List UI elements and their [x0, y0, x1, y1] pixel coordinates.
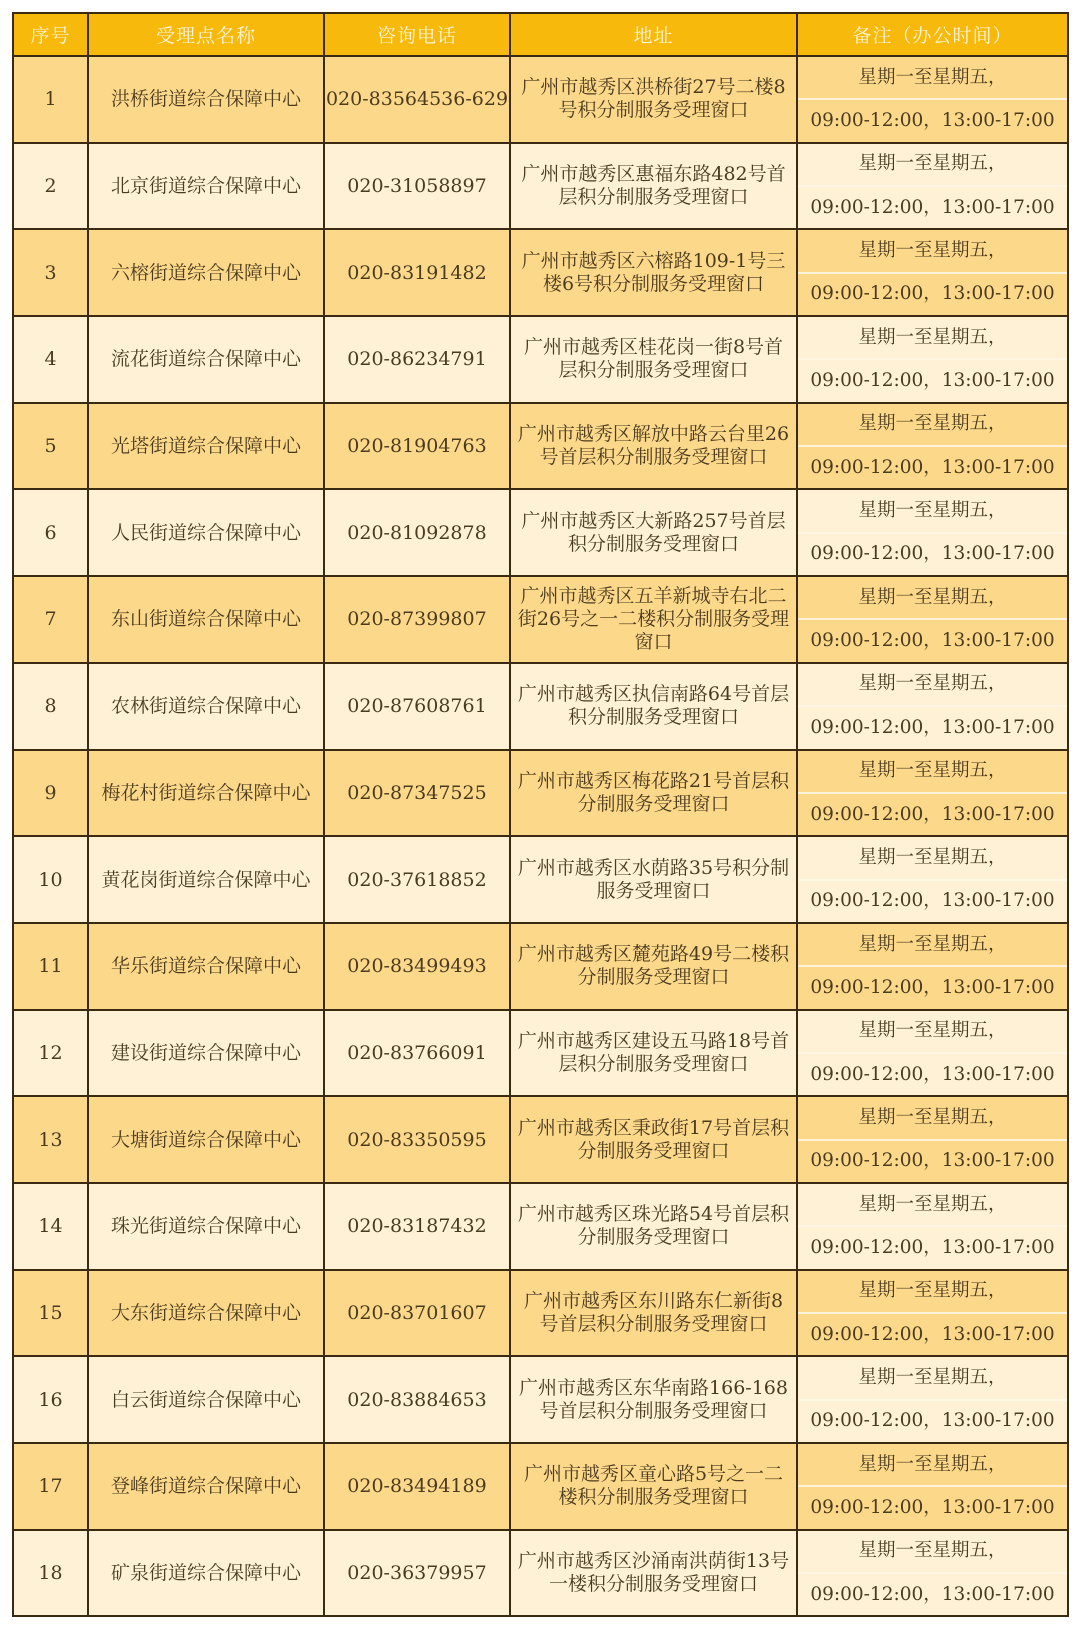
remarks-days: 星期一至星期五，	[798, 1531, 1067, 1574]
cell-address: 广州市越秀区珠光路54号首层积分制服务受理窗口	[510, 1183, 797, 1270]
remarks-hours: 09:00-12:00，13:00-17:00	[810, 196, 1055, 218]
cell-phone: 020-83191482	[324, 229, 510, 316]
remarks-days: 星期一至星期五，	[798, 837, 1067, 880]
remarks-days: 星期一至星期五，	[798, 144, 1067, 187]
remarks-days: 星期一至星期五，	[798, 751, 1067, 794]
cell-remarks	[797, 576, 1068, 663]
cell-name: 黄花岗街道综合保障中心	[88, 836, 324, 923]
remarks-hours: 09:00-12:00，13:00-17:00	[810, 716, 1055, 738]
cell-phone: 020-83499493	[324, 923, 510, 1010]
cell-address: 广州市越秀区秉政街17号首层积分制服务受理窗口	[510, 1096, 797, 1183]
cell-phone: 020-81904763	[324, 403, 510, 490]
cell-name: 六榕街道综合保障中心	[88, 229, 324, 316]
cell-name: 梅花村街道综合保障中心	[88, 750, 324, 837]
cell-address: 广州市越秀区洪桥街27号二楼8号积分制服务受理窗口	[510, 56, 797, 143]
cell-phone: 020-83701607	[324, 1270, 510, 1357]
remarks-hours: 09:00-12:00，13:00-17:00	[810, 543, 1055, 565]
cell-phone: 020-36379957	[324, 1530, 510, 1617]
cell-no: 3	[13, 229, 88, 316]
cell-name: 大东街道综合保障中心	[88, 1270, 324, 1357]
cell-no: 8	[13, 663, 88, 750]
remarks-hours: 09:00-12:00，13:00-17:00	[810, 110, 1055, 132]
cell-address: 广州市越秀区大新路257号首层积分制服务受理窗口	[510, 489, 797, 576]
table-row	[13, 229, 1068, 316]
remarks-hours: 09:00-12:00，13:00-17:00	[810, 283, 1055, 305]
cell-no: 4	[13, 316, 88, 403]
cell-phone: 020-87608761	[324, 663, 510, 750]
cell-remarks	[797, 663, 1068, 750]
cell-no: 11	[13, 923, 88, 1010]
cell-name: 光塔街道综合保障中心	[88, 403, 324, 490]
remarks-hours: 09:00-12:00，13:00-17:00	[810, 890, 1055, 912]
cell-name: 东山街道综合保障中心	[88, 576, 324, 663]
cell-address: 广州市越秀区梅花路21号首层积分制服务受理窗口	[510, 750, 797, 837]
cell-phone: 020-83766091	[324, 1010, 510, 1097]
cell-address: 广州市越秀区童心路5号之一二楼积分制服务受理窗口	[510, 1443, 797, 1530]
remarks-hours: 09:00-12:00，13:00-17:00	[810, 370, 1055, 392]
table-row	[13, 576, 1068, 663]
cell-address: 广州市越秀区桂花岗一街8号首层积分制服务受理窗口	[510, 316, 797, 403]
cell-name: 人民街道综合保障中心	[88, 489, 324, 576]
header-address: 地址	[510, 13, 797, 56]
cell-no: 18	[13, 1530, 88, 1617]
table-row	[13, 750, 1068, 837]
cell-address: 广州市越秀区六榕路109-1号三楼6号积分制服务受理窗口	[510, 229, 797, 316]
cell-no: 12	[13, 1010, 88, 1097]
cell-phone: 020-83564536-629	[324, 56, 510, 143]
header-no: 序号	[13, 13, 88, 56]
cell-phone: 020-83350595	[324, 1096, 510, 1183]
cell-address: 广州市越秀区水荫路35号积分制服务受理窗口	[510, 836, 797, 923]
cell-phone: 020-81092878	[324, 489, 510, 576]
cell-address: 广州市越秀区执信南路64号首层积分制服务受理窗口	[510, 663, 797, 750]
remarks-hours: 09:00-12:00，13:00-17:00	[810, 1063, 1055, 1085]
remarks-days: 星期一至星期五，	[798, 490, 1067, 533]
cell-phone: 020-83494189	[324, 1443, 510, 1530]
cell-no: 7	[13, 576, 88, 663]
remarks-hours: 09:00-12:00，13:00-17:00	[810, 803, 1055, 825]
table-row	[13, 1010, 1068, 1097]
cell-remarks	[797, 143, 1068, 230]
cell-address: 广州市越秀区惠福东路482号首层积分制服务受理窗口	[510, 143, 797, 230]
remarks-hours: 09:00-12:00，13:00-17:00	[810, 630, 1055, 652]
cell-address: 广州市越秀区麓苑路49号二楼积分制服务受理窗口	[510, 923, 797, 1010]
remarks-days: 星期一至星期五，	[798, 1184, 1067, 1227]
table-row	[13, 1530, 1068, 1617]
cell-remarks	[797, 1183, 1068, 1270]
remarks-days: 星期一至星期五，	[798, 1271, 1067, 1314]
cell-no: 15	[13, 1270, 88, 1357]
cell-remarks	[797, 489, 1068, 576]
cell-remarks	[797, 1530, 1068, 1617]
table-header-row	[13, 13, 1068, 56]
cell-address: 广州市越秀区五羊新城寺右北二街26号之一二楼积分制服务受理窗口	[510, 576, 797, 663]
table-row	[13, 316, 1068, 403]
table-row	[13, 1096, 1068, 1183]
table-row	[13, 923, 1068, 1010]
cell-address: 广州市越秀区东川路东仁新街8号首层积分制服务受理窗口	[510, 1270, 797, 1357]
cell-no: 5	[13, 403, 88, 490]
cell-remarks	[797, 403, 1068, 490]
remarks-hours: 09:00-12:00，13:00-17:00	[810, 1236, 1055, 1258]
remarks-days: 星期一至星期五，	[798, 57, 1067, 100]
cell-name: 北京街道综合保障中心	[88, 143, 324, 230]
cell-name: 矿泉街道综合保障中心	[88, 1530, 324, 1617]
cell-remarks	[797, 1356, 1068, 1443]
remarks-days: 星期一至星期五，	[798, 1357, 1067, 1400]
remarks-hours: 09:00-12:00，13:00-17:00	[810, 456, 1055, 478]
cell-name: 珠光街道综合保障中心	[88, 1183, 324, 1270]
cell-no: 16	[13, 1356, 88, 1443]
cell-name: 华乐街道综合保障中心	[88, 923, 324, 1010]
remarks-hours: 09:00-12:00，13:00-17:00	[810, 1410, 1055, 1432]
header-remarks: 备注（办公时间）	[797, 13, 1068, 56]
remarks-hours: 09:00-12:00，13:00-17:00	[810, 976, 1055, 998]
cell-name: 大塘街道综合保障中心	[88, 1096, 324, 1183]
table-row	[13, 489, 1068, 576]
table-row	[13, 1183, 1068, 1270]
cell-no: 1	[13, 56, 88, 143]
cell-phone: 020-31058897	[324, 143, 510, 230]
cell-no: 2	[13, 143, 88, 230]
table-row	[13, 836, 1068, 923]
table-body	[13, 56, 1068, 1616]
cell-address: 广州市越秀区建设五马路18号首层积分制服务受理窗口	[510, 1010, 797, 1097]
cell-address: 广州市越秀区东华南路166-168号首层积分制服务受理窗口	[510, 1356, 797, 1443]
cell-remarks	[797, 1096, 1068, 1183]
cell-remarks	[797, 229, 1068, 316]
service-points-table	[12, 12, 1069, 1617]
table-row	[13, 1270, 1068, 1357]
cell-name: 白云街道综合保障中心	[88, 1356, 324, 1443]
cell-phone: 020-83884653	[324, 1356, 510, 1443]
cell-address: 广州市越秀区沙涌南洪荫街13号一楼积分制服务受理窗口	[510, 1530, 797, 1617]
cell-no: 6	[13, 489, 88, 576]
cell-phone: 020-86234791	[324, 316, 510, 403]
cell-phone: 020-83187432	[324, 1183, 510, 1270]
remarks-days: 星期一至星期五，	[798, 1444, 1067, 1487]
table-row	[13, 1443, 1068, 1530]
cell-no: 14	[13, 1183, 88, 1270]
cell-no: 17	[13, 1443, 88, 1530]
remarks-hours: 09:00-12:00，13:00-17:00	[810, 1583, 1055, 1605]
header-phone: 咨询电话	[324, 13, 510, 56]
cell-remarks	[797, 1010, 1068, 1097]
cell-no: 9	[13, 750, 88, 837]
cell-remarks	[797, 750, 1068, 837]
cell-phone: 020-87399807	[324, 576, 510, 663]
cell-phone: 020-37618852	[324, 836, 510, 923]
table-row	[13, 663, 1068, 750]
remarks-days: 星期一至星期五，	[798, 1011, 1067, 1054]
cell-no: 13	[13, 1096, 88, 1183]
cell-remarks	[797, 1443, 1068, 1530]
cell-address: 广州市越秀区解放中路云台里26号首层积分制服务受理窗口	[510, 403, 797, 490]
remarks-days: 星期一至星期五，	[798, 1097, 1067, 1140]
remarks-days: 星期一至星期五，	[798, 577, 1067, 620]
cell-name: 登峰街道综合保障中心	[88, 1443, 324, 1530]
cell-remarks	[797, 836, 1068, 923]
cell-remarks	[797, 923, 1068, 1010]
cell-remarks	[797, 316, 1068, 403]
remarks-days: 星期一至星期五，	[798, 230, 1067, 273]
remarks-days: 星期一至星期五，	[798, 664, 1067, 707]
remarks-days: 星期一至星期五，	[798, 404, 1067, 447]
remarks-hours: 09:00-12:00，13:00-17:00	[810, 1497, 1055, 1519]
cell-no: 10	[13, 836, 88, 923]
table-row	[13, 143, 1068, 230]
cell-name: 流花街道综合保障中心	[88, 316, 324, 403]
remarks-days: 星期一至星期五，	[798, 924, 1067, 967]
table-row	[13, 1356, 1068, 1443]
cell-remarks	[797, 1270, 1068, 1357]
cell-phone: 020-87347525	[324, 750, 510, 837]
table-row	[13, 403, 1068, 490]
remarks-hours: 09:00-12:00，13:00-17:00	[810, 1323, 1055, 1345]
cell-name: 农林街道综合保障中心	[88, 663, 324, 750]
cell-name: 洪桥街道综合保障中心	[88, 56, 324, 143]
remarks-days: 星期一至星期五，	[798, 317, 1067, 360]
cell-name: 建设街道综合保障中心	[88, 1010, 324, 1097]
header-name: 受理点名称	[88, 13, 324, 56]
remarks-hours: 09:00-12:00，13:00-17:00	[810, 1150, 1055, 1172]
cell-remarks	[797, 56, 1068, 143]
table-row	[13, 56, 1068, 143]
